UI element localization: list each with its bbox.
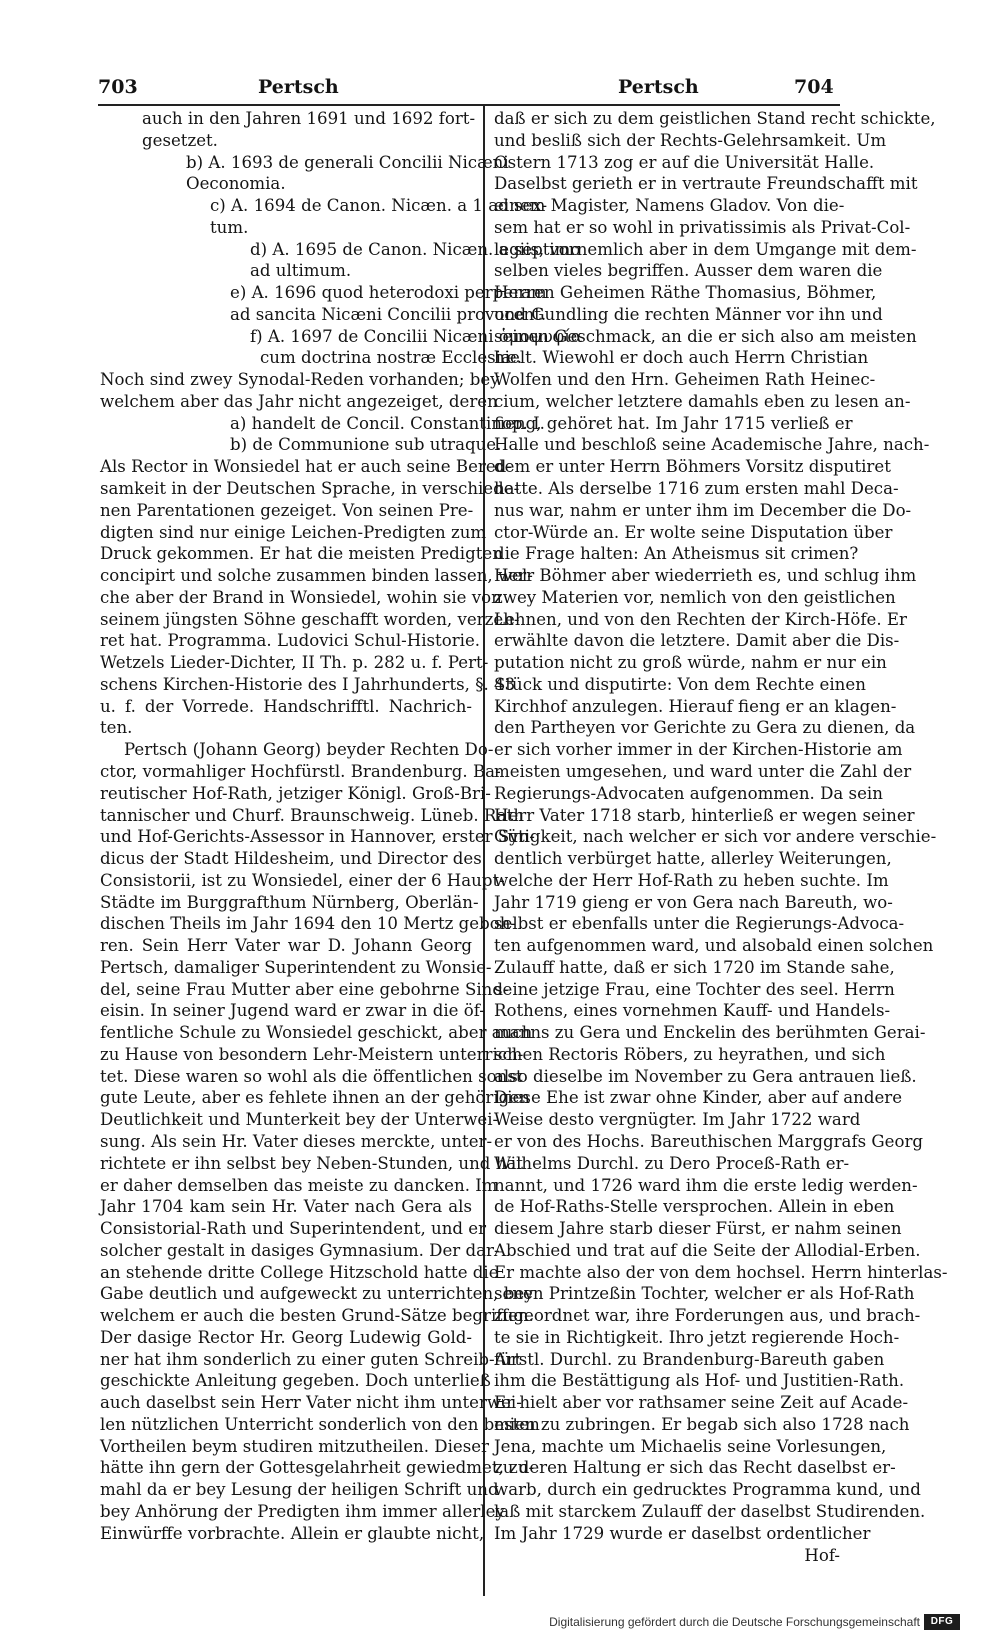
text-line: del, seine Frau Mutter aber eine gebohrne Sind- xyxy=(100,979,509,999)
text-line: digten sind nur einige Leichen-Predigten zum xyxy=(100,522,487,542)
text-line: Zulauff hatte, daß er sich 1720 im Stande sahe, xyxy=(494,957,895,977)
text-line: er daher demselben das meiste zu dancken. Im xyxy=(100,1175,498,1195)
text-line: sung. Als sein Hr. Vater dieses merckte, unter- xyxy=(100,1131,493,1151)
text-line: Consistorii, ist zu Wonsiedel, einer der 6 Haupt- xyxy=(100,870,505,890)
text-line: Gütigkeit, nach welcher er sich vor andere verschie- xyxy=(494,827,937,847)
right-column xyxy=(494,108,948,1566)
text-line: daß er sich zu dem geistlichen Stand recht schickte, xyxy=(494,109,936,128)
text-line: e) A. 1696 quod heterodoxi perperam xyxy=(230,283,547,303)
text-line: Daselbst gerieth er in vertraute Freundschafft mit xyxy=(494,174,918,194)
text-line: a) handelt de Concil. Constantinop. I. xyxy=(230,413,545,433)
text-line: und Hof-Gerichts-Assessor in Hannover, erster Syn- xyxy=(100,827,535,847)
text-line: er sich vorher immer in der Kirchen-Historie am xyxy=(494,740,903,760)
text-line: Der dasige Rector Hr. Georg Ludewig Gold- xyxy=(100,1327,472,1347)
text-line: zu deren Haltung er sich das Recht daselbst er- xyxy=(494,1458,896,1478)
text-line: legiis, vornemlich aber in dem Umgange mit dem- xyxy=(494,239,917,259)
text-line: gute Leute, aber es fehlete ihnen an der gehörigen xyxy=(100,1088,530,1108)
text-line: Diese Ehe ist zwar ohne Kinder, aber auf andere xyxy=(494,1088,903,1108)
text-line: Herr Böhmer aber wiederrieth es, und schlug ihm xyxy=(494,566,917,586)
text-line: Ostern 1713 zog er auf die Universität Halle. xyxy=(494,152,875,172)
text-line: b) A. 1693 de generali Concilii Nicæni xyxy=(186,152,509,172)
digitization-credit: Digitalisierung gefördert durch die Deutsche Forschungsgemeinschaft xyxy=(549,1615,920,1629)
text-line: gesetzet. xyxy=(142,130,218,150)
text-line: dicus der Stadt Hildesheim, und Director des xyxy=(100,849,482,869)
text-line: senen Printzeßin Tochter, welcher er als Hof-Rath xyxy=(494,1284,915,1304)
text-line: mien zu zubringen. Er begab sich also 1728 nach xyxy=(494,1414,910,1434)
text-line: auch daselbst sein Herr Vater nicht ihm unterwei- xyxy=(100,1393,522,1413)
text-line: putation nicht zu groß würde, nahm er nur ein xyxy=(494,653,887,673)
text-line: nus war, nahm er unter ihm im December die Do- xyxy=(494,500,912,520)
dfg-logo: DFG xyxy=(924,1614,960,1630)
text-line: Pertsch (Johann Georg) beyder Rechten Do- xyxy=(124,740,494,760)
text-line: reutischer Hof-Rath, jetziger Königl. Groß-Bri- xyxy=(100,783,491,803)
text-line: erwählte davon die letztere. Damit aber die Dis- xyxy=(494,631,900,651)
text-line: tum. xyxy=(210,217,249,237)
text-line: Consistorial-Rath und Superintendent, und er xyxy=(100,1219,487,1239)
text-line: ner hat ihm sonderlich zu einer guten Schreib-Art xyxy=(100,1349,522,1369)
text-line: tannischer und Churf. Braunschweig. Lüneb. Rath xyxy=(100,805,525,825)
text-line: fieng, gehöret hat. Im Jahr 1715 verließ er xyxy=(494,413,853,433)
text-line: Kirchhof anzulegen. Hierauf fieng er an klagen- xyxy=(494,696,897,716)
text-line: dentlich verbürget hatte, allerley Weiterungen, xyxy=(494,849,892,869)
text-line: geschickte Anleitung gegeben. Doch unterließ xyxy=(100,1371,491,1391)
text-line: f) A. 1697 de Concilii Nicæni ὁμοψυφία xyxy=(250,326,582,346)
text-line: seinem jüngsten Söhne geschafft worden, verzeh- xyxy=(100,609,520,629)
text-line: hätte ihn gern der Gottesgelahrheit gewiedmet, zu- xyxy=(100,1458,535,1478)
text-line: ctor-Würde an. Er wolte seine Disputation über xyxy=(494,522,893,542)
text-line: und besliß sich der Rechts-Gelehrsamkeit. Um xyxy=(494,130,887,150)
text-line: ad sancita Nicæni Concilii provocent. xyxy=(230,304,547,324)
text-line: Lehnen, und von den Rechten der Kirch-Höfe. Er xyxy=(494,609,907,629)
text-line: cum doctrina nostræ Ecclesiæ. xyxy=(260,348,522,368)
text-line: Jahr 1704 kam sein Hr. Vater nach Gera als xyxy=(100,1197,472,1217)
text-line: Wolfen und den Hrn. Geheimen Rath Heinec- xyxy=(494,370,876,390)
text-line: einem Magister, Namens Gladov. Von die- xyxy=(494,196,845,216)
text-line: Noch sind zwey Synodal-Reden vorhanden; bey xyxy=(100,370,500,390)
text-line: welche der Herr Hof-Rath zu heben suchte. Im xyxy=(494,870,889,890)
left-column xyxy=(100,108,582,1545)
text-line: also dieselbe im November zu Gera antrauen ließ. xyxy=(494,1066,917,1086)
text-line: ren. Sein Herr Vater war D. Johann Georg xyxy=(100,936,472,956)
text-line: hielt. Wiewohl er doch auch Herrn Christian xyxy=(494,348,869,368)
text-line: Hof- xyxy=(804,1545,840,1565)
text-line: Im Jahr 1729 wurde er daselbst ordentlicher xyxy=(494,1523,871,1543)
text-line: b) de Communione sub utraque. xyxy=(230,435,502,455)
text-line: Jahr 1719 gieng er von Gera nach Bareuth, wo- xyxy=(494,892,893,912)
text-line: Druck gekommen. Er hat die meisten Predigten xyxy=(100,544,503,564)
text-line: sem hat er so wohl in privatissimis als Privat-Col- xyxy=(494,217,911,237)
text-line: warb, durch ein gedrucktes Programma kund, und xyxy=(494,1480,921,1500)
text-line: len nützlichen Unterricht sonderlich von den besten xyxy=(100,1414,540,1434)
text-line: dischen Theils im Jahr 1694 den 10 Mertz geboh- xyxy=(100,914,517,934)
text-line: u. f. der Vorrede. Handschrifftl. Nachrich- xyxy=(100,696,472,716)
right-running-title: Pertsch xyxy=(618,76,699,98)
text-line: Jena, machte um Michaelis seine Vorlesungen, xyxy=(494,1436,887,1456)
text-line: Er hielt aber vor rathsamer seine Zeit auf Acade- xyxy=(494,1393,909,1413)
text-line: fürstl. Durchl. zu Brandenburg-Bareuth gaben xyxy=(494,1349,885,1369)
text-line: concipirt und solche zusammen binden lassen, wel- xyxy=(100,566,533,586)
text-line: d) A. 1695 de Canon. Nicæn. a septimo xyxy=(250,239,581,259)
text-line: Vortheilen beym studiren mitzutheilen. Dieser xyxy=(100,1436,489,1456)
right-page-number: 704 xyxy=(794,76,834,98)
text-line: manns zu Gera und Enckelin des berühmten Gerai- xyxy=(494,1023,926,1043)
text-line: de Hof-Raths-Stelle versprochen. Allein in eben xyxy=(494,1197,895,1217)
text-line: c) A. 1694 de Canon. Nicæn. a 1 ad sex- xyxy=(210,196,548,216)
text-line: ten. xyxy=(100,718,133,738)
left-running-title: Pertsch xyxy=(258,76,339,98)
text-line: samkeit in der Deutschen Sprache, in verschiede- xyxy=(100,479,520,499)
text-line: nen Parentationen gezeiget. Von seinen Pre- xyxy=(100,500,474,520)
page-header xyxy=(98,76,850,106)
text-line: schens Kirchen-Historie des I Jahrhunderts, §. 43 xyxy=(100,674,516,694)
left-page-number: 703 xyxy=(98,76,138,98)
text-line: Als Rector in Wonsiedel hat er auch seine Bered- xyxy=(100,457,512,477)
text-line: nannt, und 1726 ward ihm die erste ledig werden- xyxy=(494,1175,918,1195)
text-line: ctor, vormahliger Hochfürstl. Brandenburg. Ba- xyxy=(100,761,501,781)
text-line: eisin. In seiner Jugend ward er zwar in die öf- xyxy=(100,1001,485,1021)
text-line: Rothens, eines vornehmen Kauff- und Handels- xyxy=(494,1001,891,1021)
text-line: ten aufgenommen ward, und alsobald einen solchen xyxy=(494,936,934,956)
text-line: welchem aber das Jahr nicht angezeiget, deren xyxy=(100,391,498,411)
text-line: Herren Geheimen Räthe Thomasius, Böhmer, xyxy=(494,283,877,303)
text-line: Wetzels Lieder-Dichter, II Th. p. 282 u. f. Pert- xyxy=(100,653,489,673)
text-line: den Partheyen vor Gerichte zu Gera zu dienen, da xyxy=(494,718,916,738)
text-line: ihm die Bestättigung als Hof- und Justitien-Rath. xyxy=(494,1371,905,1391)
text-line: seinen Geschmack, an die er sich also am meisten xyxy=(494,326,917,346)
text-line: Wilhelms Durchl. zu Dero Proceß-Rath er- xyxy=(494,1153,850,1173)
text-line: Oeconomia. xyxy=(186,174,286,194)
text-line: ret hat. Programma. Ludovici Schul-Historie. xyxy=(100,631,481,651)
text-line: ad ultimum. xyxy=(250,261,352,281)
text-line: fentliche Schule zu Wonsiedel geschickt, aber auch xyxy=(100,1023,533,1043)
header-rule xyxy=(98,104,840,106)
text-line: meisten umgesehen, und ward unter die Zahl der xyxy=(494,761,912,781)
text-line: tet. Diese waren so wohl als die öffentlichen sonst xyxy=(100,1066,523,1086)
text-line: Herr Vater 1718 starb, hinterließ er wegen seiner xyxy=(494,805,915,825)
text-line: dem er unter Herrn Böhmers Vorsitz disputiret xyxy=(494,457,891,477)
text-line: zu Hause von besondern Lehr-Meistern unterrich- xyxy=(100,1044,524,1064)
text-line: auch in den Jahren 1691 und 1692 fort- xyxy=(142,109,476,128)
text-line: Regierungs-Advocaten aufgenommen. Da sein xyxy=(494,783,883,803)
text-line: cium, welcher letztere damahls eben zu lesen an- xyxy=(494,391,911,411)
text-line: zugeordnet war, ihre Forderungen aus, und brach- xyxy=(494,1306,921,1326)
text-line: Stück und disputirte: Von dem Rechte einen xyxy=(494,674,866,694)
text-line: und Gundling die rechten Männer vor ihn und xyxy=(494,304,883,324)
text-line: Städte im Burggrafthum Nürnberg, Oberlän- xyxy=(100,892,479,912)
text-line: zwey Materien vor, nemlich von den geistlichen xyxy=(494,587,896,607)
text-line: che aber der Brand in Wonsiedel, wohin sie von xyxy=(100,587,502,607)
text-line: schen Rectoris Röbers, zu heyrathen, und sich xyxy=(494,1044,886,1064)
text-line: te sie in Richtigkeit. Ihro jetzt regierende Hoch- xyxy=(494,1327,900,1347)
text-line: hatte. Als derselbe 1716 zum ersten mahl Deca- xyxy=(494,479,899,499)
digitization-footer xyxy=(549,1614,960,1632)
text-line: die Frage halten: An Atheismus sit crimen? xyxy=(494,544,859,564)
text-line: Weise desto vergnügter. Im Jahr 1722 ward xyxy=(494,1110,861,1130)
text-line: Halle und beschloß seine Academische Jahre, nach- xyxy=(494,435,930,455)
text-line: bey Anhörung der Predigten ihm immer allerley xyxy=(100,1502,505,1521)
text-line: Pertsch, damaliger Superintendent zu Wonsie- xyxy=(100,957,492,977)
text-line: Er machte also der von dem hochsel. Herrn hinterlas- xyxy=(494,1262,948,1282)
text-line: selbst er ebenfalls unter die Regierungs-Advoca- xyxy=(494,914,905,934)
text-line: Abschied und trat auf die Seite der Allodial-Erben. xyxy=(494,1240,921,1260)
text-line: diesem Jahre starb dieser Fürst, er nahm seinen xyxy=(494,1219,902,1239)
text-line: Deutlichkeit und Munterkeit bey der Unterwei- xyxy=(100,1110,499,1130)
text-line: richtete er ihn selbst bey Neben-Stunden, und hat xyxy=(100,1153,523,1173)
text-line: mahl da er bey Lesung der heiligen Schrift und xyxy=(100,1480,499,1500)
text-line: laß mit starckem Zulauff der daselbst Studirenden. xyxy=(494,1502,926,1521)
text-line: an stehende dritte College Hitzschold hatte die xyxy=(100,1262,499,1282)
text-line: solcher gestalt in dasiges Gymnasium. Der dar- xyxy=(100,1240,500,1260)
text-line: selben vieles begriffen. Ausser dem waren die xyxy=(494,261,883,281)
text-line: Einwürffe vorbrachte. Allein er glaubte nicht, xyxy=(100,1523,485,1543)
text-line: Gabe deutlich und aufgeweckt zu unterrichten, bey xyxy=(100,1284,534,1304)
text-line: seine jetzige Frau, eine Tochter des seel. Herrn xyxy=(494,979,895,999)
text-line: er von des Hochs. Bareuthischen Marggrafs Georg xyxy=(494,1131,923,1151)
text-line: welchem er auch die besten Grund-Sätze begriffen. xyxy=(100,1306,534,1326)
